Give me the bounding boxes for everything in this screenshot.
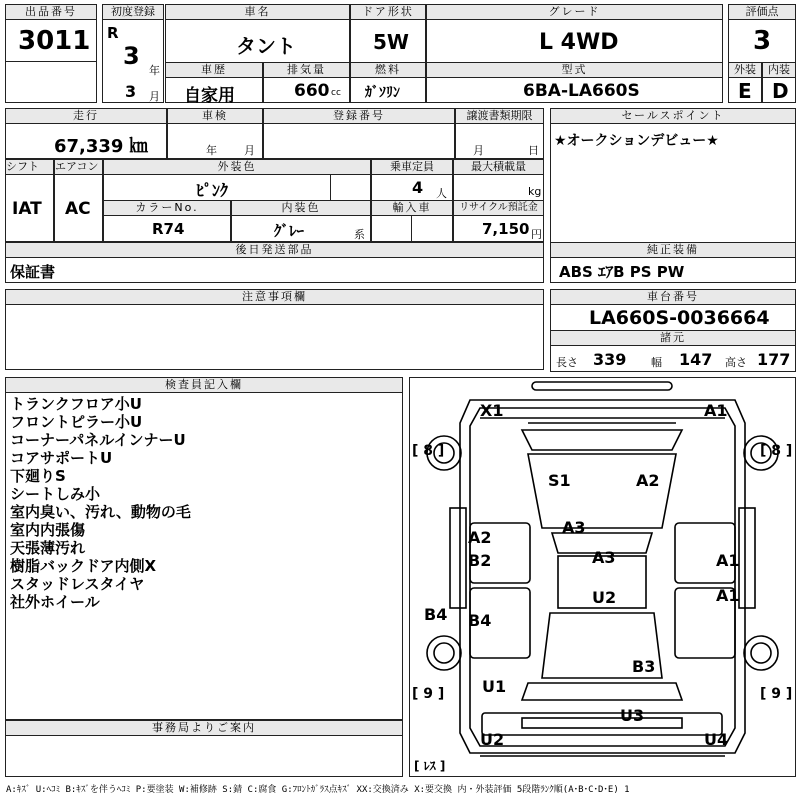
car-name: タント xyxy=(236,34,296,58)
first-reg-cell xyxy=(102,19,164,103)
mark-a3-pillar: A3 xyxy=(562,518,586,537)
inspector-item: 天張薄汚れ xyxy=(10,539,86,557)
exterior-score: E xyxy=(738,79,752,103)
notes-cell xyxy=(5,304,544,370)
door-type: 5W xyxy=(373,30,409,54)
name-label: 車名 xyxy=(165,4,350,20)
inspector-item: 樹脂バックドア内側X xyxy=(10,557,157,575)
color-cell xyxy=(103,174,331,201)
interior-label: 内装 xyxy=(762,62,796,78)
tire-fl: [ 8 ] xyxy=(412,443,445,459)
mark-b4-outer: B4 xyxy=(424,605,448,624)
reg-year: 3 xyxy=(123,42,140,70)
inspector-item: スタッドレスタイヤ xyxy=(10,575,145,593)
fuel-label: 燃料 xyxy=(350,62,426,78)
recycle-label: リサイクル預託金 xyxy=(453,200,544,216)
legend: A:ｷｽﾞ U:ﾍｺﾐ B:ｷｽﾞを伴うﾍｺﾐ P:要塗装 W:補修跡 S:錆 C:腐食 G:ﾌﾛﾝﾄｶﾞﾗｽ点ｷｽﾞ XX:交換済み X:要交換 内・外装評価 5段階ﾗﾝｸ順(A･B･C･D･E) 1 xyxy=(6,785,630,795)
ac-label: エアコン xyxy=(54,159,103,175)
inspector-label: 検査員記入欄 xyxy=(5,377,403,393)
mark-a2-left: A2 xyxy=(468,528,492,547)
model-cell xyxy=(426,77,723,103)
shift-cell xyxy=(5,174,54,242)
office-cell xyxy=(5,735,403,777)
capacity-unit: 人 xyxy=(436,187,447,200)
inspector-list xyxy=(10,395,191,611)
mark-s1: S1 xyxy=(548,471,571,490)
color-no-cell xyxy=(103,215,231,242)
history-cell xyxy=(165,77,263,106)
reg-no-cell xyxy=(263,123,455,159)
mark-u2-roof: U2 xyxy=(592,588,617,607)
lot-label: 出品番号 xyxy=(5,4,97,20)
mark-x1: X1 xyxy=(480,401,504,420)
dims-cell xyxy=(550,345,796,372)
mark-b4-door: B4 xyxy=(468,611,492,630)
tire-fr: [ 8 ] xyxy=(760,443,793,459)
inspector-item: 下廻りS xyxy=(10,467,66,485)
mark-a1-front: A1 xyxy=(704,401,728,420)
recycle-cell xyxy=(453,215,544,242)
model-label: 型式 xyxy=(426,62,723,78)
inspector-cell xyxy=(5,392,403,720)
width-label: 幅 xyxy=(651,356,662,369)
spare-tire: [ ﾚｽ ] xyxy=(414,759,446,773)
inspection-cell xyxy=(167,123,263,159)
lot-blank xyxy=(5,61,97,103)
car-diagram xyxy=(410,378,795,776)
model: 6BA-LA660S xyxy=(523,81,640,101)
score: 3 xyxy=(753,26,772,56)
color: ﾋﾟﾝｸ xyxy=(196,181,229,200)
grade: L 4WD xyxy=(539,30,619,55)
ac: AC xyxy=(65,199,91,219)
capacity-cell xyxy=(371,174,453,201)
mark-u2-rear: U2 xyxy=(480,730,505,749)
inspector-item: 室内内張傷 xyxy=(10,521,86,539)
mark-a1-right-rear: A1 xyxy=(716,586,740,605)
mark-u4: U4 xyxy=(704,730,729,749)
color-label: 外装色 xyxy=(103,159,371,175)
mark-b3: B3 xyxy=(632,657,656,676)
color-no-label: カラーNo. xyxy=(103,200,231,216)
transfer-month-unit: 月 xyxy=(473,144,484,157)
interior-score: D xyxy=(772,79,789,103)
import-cell-b xyxy=(411,215,453,242)
recycle: 7,150 xyxy=(482,220,530,238)
mileage-cell xyxy=(5,123,167,159)
displacement-cell xyxy=(263,77,350,103)
inspector-item: シートしみ小 xyxy=(10,485,101,503)
score-label: 評価点 xyxy=(728,4,796,20)
door-label: ドア形状 xyxy=(350,4,426,20)
parts-value: 保証書 xyxy=(10,263,56,281)
mileage: 67,339 ㎞ xyxy=(54,136,148,157)
import-label: 輸入車 xyxy=(371,200,453,216)
load-cell xyxy=(453,174,544,201)
mark-a3-roof: A3 xyxy=(592,548,616,567)
int-color: ｸﾞﾚｰ xyxy=(274,222,305,240)
sales-point: ★オークションデビュー★ xyxy=(554,133,719,149)
import-cell-a xyxy=(371,215,412,242)
equip-cell xyxy=(550,257,796,283)
mark-a2-hood: A2 xyxy=(636,471,660,490)
inspector-item: フロントピラー小U xyxy=(10,413,143,431)
sales-label: セールスポイント xyxy=(550,108,796,124)
color-no: R74 xyxy=(152,220,185,238)
sales-cell xyxy=(550,123,796,255)
displacement: 660 xyxy=(294,81,330,101)
transfer-label: 譲渡書類期限 xyxy=(455,108,544,124)
fuel: ｶﾞｿﾘﾝ xyxy=(365,85,400,101)
office-label: 事務局よりご案内 xyxy=(5,720,403,736)
parts-label: 後日発送部品 xyxy=(5,242,544,258)
door-cell xyxy=(350,19,426,63)
displacement-unit: cc xyxy=(331,88,341,98)
mark-u3: U3 xyxy=(620,706,645,725)
equip-label: 純正装備 xyxy=(550,242,796,258)
inspector-item: コアサポートU xyxy=(10,449,113,467)
reg-month: 3 xyxy=(125,82,137,101)
height-value: 177 xyxy=(757,350,791,369)
chassis-number: LA660S-0036664 xyxy=(589,307,770,329)
inspector-item: 室内臭い、汚れ、動物の毛 xyxy=(10,503,191,521)
shift: IAT xyxy=(12,199,42,219)
grade-cell xyxy=(426,19,723,63)
history: 自家用 xyxy=(184,86,235,106)
exterior-cell xyxy=(728,77,762,103)
transfer-cell xyxy=(455,123,544,159)
era: R xyxy=(107,24,119,42)
exterior-label: 外装 xyxy=(728,62,762,78)
score-cell xyxy=(728,19,796,63)
first-reg-label: 初度登録 xyxy=(102,4,164,20)
shift-label: シフト xyxy=(5,159,54,175)
tire-rl: [ 9 ] xyxy=(412,686,445,702)
inspector-item: 社外ホイール xyxy=(10,593,100,611)
name-cell xyxy=(165,19,350,63)
capacity: 4 xyxy=(412,178,424,197)
mileage-label: 走行 xyxy=(5,108,167,124)
int-color-unit: 系 xyxy=(354,228,365,241)
height-label: 高さ xyxy=(725,356,747,369)
inspector-item: トランクフロア小U xyxy=(10,395,142,413)
mark-u1: U1 xyxy=(482,677,507,696)
notes-label: 注意事項欄 xyxy=(5,289,544,305)
car-diagram-box xyxy=(409,377,796,777)
displacement-label: 排気量 xyxy=(263,62,350,78)
history-label: 車歴 xyxy=(165,62,263,78)
load-label: 最大積載量 xyxy=(453,159,544,175)
month-unit: 月 xyxy=(149,90,160,103)
inspection-month-unit: 月 xyxy=(244,144,255,157)
length-value: 339 xyxy=(593,350,627,369)
mark-b2: B2 xyxy=(468,551,492,570)
lot-number: 3011 xyxy=(18,26,91,56)
chassis-label: 車台番号 xyxy=(550,289,796,305)
dims-label: 諸元 xyxy=(550,330,796,346)
grade-label: グレード xyxy=(426,4,723,20)
int-color-label: 内装色 xyxy=(231,200,371,216)
parts-cell xyxy=(5,257,544,283)
int-color-cell xyxy=(231,215,371,242)
width-value: 147 xyxy=(679,350,713,369)
inspection-year-unit: 年 xyxy=(206,144,217,157)
fuel-cell xyxy=(350,77,426,103)
inspector-item: コーナーパネルインナーU xyxy=(10,431,186,449)
tire-rr: [ 9 ] xyxy=(760,686,793,702)
mark-a1-right: A1 xyxy=(716,551,740,570)
reg-no-label: 登録番号 xyxy=(263,108,455,124)
equip-value: ABS ｴｱB PS PW xyxy=(559,263,685,281)
ac-cell xyxy=(54,174,103,242)
transfer-day-unit: 日 xyxy=(528,144,539,157)
inspection-label: 車検 xyxy=(167,108,263,124)
chassis-cell xyxy=(550,304,796,331)
color-extra-cell xyxy=(330,174,371,201)
load-unit: kg xyxy=(528,185,542,198)
capacity-label: 乗車定員 xyxy=(371,159,453,175)
lot-cell xyxy=(5,19,97,62)
year-unit: 年 xyxy=(149,64,160,77)
length-label: 長さ xyxy=(556,356,578,369)
interior-cell xyxy=(762,77,796,103)
recycle-unit: 円 xyxy=(531,228,542,241)
